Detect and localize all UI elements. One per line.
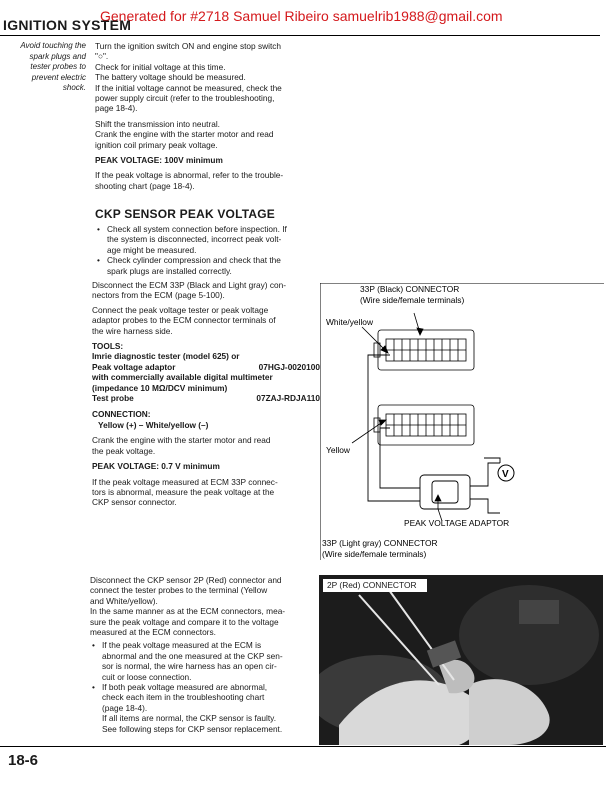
section-title: IGNITION SYSTEM (3, 17, 132, 33)
intro-instructions (95, 41, 320, 191)
tool-row (92, 372, 320, 382)
text-line: cuit or loose connection. (102, 671, 192, 682)
text-line: Turn the ignition switch ON and engine stop switch (95, 41, 282, 51)
tool-code: 07HGJ-0020100 (258, 361, 320, 372)
text-line: Disconnect the CKP sensor 2P (Red) connector and (90, 575, 282, 585)
tool-name: (impedance 10 MΩ/DCV minimum) (92, 382, 228, 393)
text-line: sure the peak voltage and compare it to the voltage (90, 616, 279, 627)
gray-connector-drawing (374, 405, 474, 445)
connector-photo (319, 575, 603, 745)
tool-name: Imrie diagnostic tester (model 625) or (92, 351, 240, 362)
text-line: "○". (95, 51, 109, 62)
text-line: The battery voltage should be measured. (95, 72, 246, 83)
safety-side-note (6, 41, 86, 94)
text-line: • If both peak voltage measured are abnormal, (102, 682, 268, 693)
side-note-line: spark plugs and (29, 51, 86, 61)
text-line: Shift the transmission into neutral. (95, 118, 220, 129)
connector-diagram (320, 283, 604, 560)
text-line: abnormal and the one measured at the CKP sen- (102, 650, 283, 661)
text-line: and White/yellow). (90, 595, 158, 606)
peak-voltage-spec: PEAK VOLTAGE: 100V minimum (95, 155, 223, 166)
text-line: • Check cylinder compression and check that the (107, 255, 281, 266)
text-line: • Check all system connection before inspection. If (107, 224, 287, 234)
text-line: tors is abnormal, measure the peak voltage at the (92, 486, 275, 497)
tool-name: with commercially available digital multimeter (92, 372, 273, 383)
text-line: nectors from the ECM (page 5-100). (92, 290, 225, 301)
text-line: Crank the engine with the starter motor and read (95, 129, 274, 140)
page-number: 18-6 (8, 752, 39, 769)
list-item (102, 682, 315, 734)
text-line: page 18-4). (95, 103, 138, 114)
tools-label: TOOLS: (92, 341, 124, 352)
black-connector-drawing (374, 330, 474, 370)
tool-row (92, 362, 320, 372)
text-line: power supply circuit (refer to the troubleshooting, (95, 93, 275, 104)
tool-name: Peak voltage adaptor (92, 361, 176, 372)
tool-name: Test probe (92, 393, 134, 404)
list-item (107, 255, 320, 276)
tool-row (92, 393, 320, 403)
text-line: sor is normal, the wire harness has an open cir- (102, 661, 277, 672)
ckp-precautions (95, 224, 320, 276)
peak-voltage-spec: PEAK VOLTAGE: 0.7 V minimum (92, 461, 220, 472)
footer-rule (0, 746, 606, 747)
list-item (102, 640, 315, 682)
ckp-procedure (92, 280, 320, 508)
text-line: adaptor probes to the ECM connector terminals of (92, 315, 276, 326)
connector-diagram-svg (320, 283, 604, 560)
text-line: spark plugs are installed correctly. (107, 265, 232, 276)
text-line: the system is disconnected, incorrect peak volt- (107, 234, 282, 245)
list-item (107, 224, 320, 255)
text-line: If the peak voltage is abnormal, refer to the trouble- (95, 170, 284, 181)
text-line: Check for initial voltage at this time. (95, 61, 226, 72)
tool-row (92, 383, 320, 393)
side-note-line: shock. (62, 83, 86, 93)
connection-value: Yellow (+) – White/yellow (–) (98, 419, 209, 430)
text-line: Crank the engine with the starter motor and read (92, 435, 271, 446)
text-line: shooting chart (page 18-4). (95, 180, 195, 191)
side-note-line: Avoid touching the (20, 41, 86, 50)
ckp-sensor-check (90, 575, 315, 734)
watermark-text: Generated for #2718 Samuel Ribeiro samuelrib1988@gmail.com (100, 8, 503, 24)
text-line: Disconnect the ECM 33P (Black and Light gray) con- (92, 280, 286, 290)
yellow-label: Yellow (326, 445, 350, 455)
tool-row (92, 351, 320, 361)
black-connector-label: 33P (Black) CONNECTOR (360, 284, 460, 294)
text-line: ignition coil primary peak voltage. (95, 139, 218, 150)
tools-list (92, 351, 320, 403)
header-rule (0, 35, 600, 36)
white-yellow-label: White/yellow (326, 317, 374, 327)
connection-label: CONNECTION: (92, 409, 151, 420)
text-line: measured at the ECM connectors. (90, 627, 216, 638)
text-line: check each item in the troubleshooting chart (102, 692, 265, 703)
text-line: • If the peak voltage measured at the ECM is (102, 640, 262, 651)
ckp-section-heading: CKP SENSOR PEAK VOLTAGE (95, 207, 275, 221)
text-line: age might be measured. (107, 244, 197, 255)
text-line: Connect the peak voltage tester or peak voltage (92, 304, 269, 315)
text-line: If the peak voltage measured at ECM 33P connec- (92, 476, 278, 487)
black-connector-sublabel: (Wire side/female terminals) (360, 295, 465, 305)
gray-connector-sublabel: (Wire side/female terminals) (322, 549, 427, 559)
tool-code: 07ZAJ-RDJA110 (256, 393, 320, 404)
voltmeter-symbol: V (502, 469, 509, 480)
side-note-line: prevent electric (31, 72, 86, 82)
text-line: CKP sensor connector. (92, 497, 177, 508)
text-line: If all items are normal, the CKP sensor is faulty. (102, 713, 276, 724)
text-line: the wire harness side. (92, 325, 173, 336)
side-note-line: tester probes to (30, 62, 86, 72)
text-line: the peak voltage. (92, 445, 156, 456)
text-line: In the same manner as at the ECM connectors, mea- (90, 606, 286, 617)
peak-voltage-adaptor-label: PEAK VOLTAGE ADAPTOR (404, 518, 510, 528)
gray-connector-label: 33P (Light gray) CONNECTOR (322, 538, 438, 548)
connector-photo-svg (319, 575, 603, 745)
text-line: (page 18-4). (102, 702, 148, 713)
text-line: If the initial voltage cannot be measured, check the (95, 82, 282, 93)
text-line: connect the tester probes to the terminal (Yellow (90, 585, 268, 596)
red-connector-label: 2P (Red) CONNECTOR (323, 579, 427, 592)
text-line: See following steps for CKP sensor replacement. (102, 723, 283, 734)
